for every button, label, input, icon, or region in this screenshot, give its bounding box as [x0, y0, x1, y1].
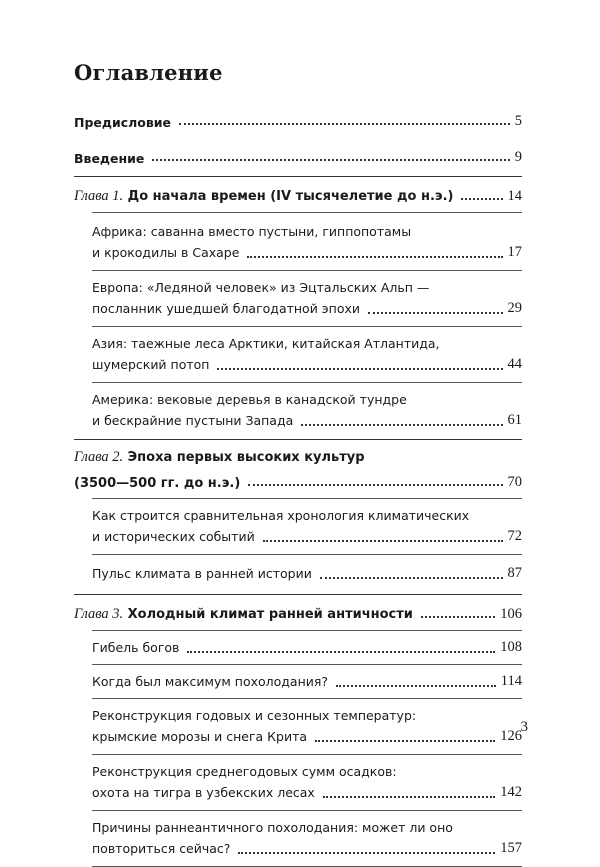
dot-leader [301, 424, 502, 426]
toc-entry-page: 44 [507, 356, 522, 372]
dot-leader [336, 685, 496, 687]
chapter-title: (3500—500 гг. до н.э.) [74, 476, 241, 491]
toc-entry-introduction[interactable] [74, 148, 522, 166]
section-title-line: и бескрайние пустыни Запада [92, 413, 294, 428]
toc-entry-page: 126 [500, 728, 522, 744]
toc-section[interactable] [92, 817, 522, 859]
dot-leader [315, 740, 495, 742]
toc-section[interactable] [92, 277, 522, 319]
separator-rule [92, 212, 522, 213]
chapter-number: Глава 1. [74, 188, 124, 204]
separator-rule [92, 554, 522, 555]
dot-leader [368, 312, 502, 314]
separator-rule [92, 498, 522, 499]
toc-entry-page: 14 [507, 188, 522, 204]
dot-leader [421, 616, 495, 618]
section-title-line: Европа: «Ледяной человек» из Эцтальских Альп — [92, 280, 430, 295]
toc-section[interactable] [92, 705, 522, 747]
toc-section[interactable] [92, 221, 522, 263]
toc-entry-page: 108 [500, 639, 522, 655]
dot-leader [320, 577, 503, 579]
dot-leader [323, 796, 495, 798]
page-number: 3 [520, 719, 528, 735]
toc-entry-page: 70 [507, 474, 522, 490]
toc-entry-page: 17 [507, 244, 522, 260]
section-title-line: шумерский потоп [92, 357, 210, 372]
toc-entry-page: 106 [500, 606, 522, 622]
chapter-title: Эпоха первых высоких культур [127, 450, 365, 465]
toc-entry-page: 114 [500, 673, 522, 689]
separator-rule [92, 664, 522, 665]
separator-rule [74, 439, 522, 440]
toc-chapter-2[interactable] [74, 446, 522, 491]
dot-leader [187, 651, 495, 653]
toc-entry-title: Введение [74, 151, 145, 166]
separator-rule [92, 810, 522, 811]
separator-rule [74, 176, 522, 177]
section-title-line: Азия: таежные леса Арктики, китайская Атлантида, [92, 336, 440, 351]
toc-section[interactable] [92, 389, 522, 431]
toc-entry-page: 9 [514, 149, 522, 165]
section-title-line: крымские морозы и снега Крита [92, 729, 308, 744]
section-title-line: Америка: вековые деревья в канадской тундре [92, 392, 407, 407]
separator-rule [92, 630, 522, 631]
dot-leader [217, 368, 502, 370]
toc-section[interactable] [92, 671, 522, 692]
toc-entry-preface[interactable] [74, 112, 522, 130]
dot-leader [461, 198, 502, 200]
toc-section[interactable] [92, 761, 522, 803]
dot-leader [247, 256, 502, 258]
section-title-line: Реконструкция среднегодовых сумм осадков: [92, 764, 397, 779]
section-title-line: Причины раннеантичного похолодания: может ли оно [92, 820, 453, 835]
toc-chapter-3[interactable] [74, 601, 522, 623]
toc-section[interactable] [92, 637, 522, 658]
dot-leader [179, 123, 510, 125]
dot-leader [263, 540, 503, 542]
section-title-line: Реконструкция годовых и сезонных температур: [92, 708, 417, 723]
separator-rule [92, 754, 522, 755]
separator-rule [92, 326, 522, 327]
section-title-line: повториться сейчас? [92, 841, 231, 856]
chapter-title: Холодный климат ранней античности [127, 607, 413, 622]
toc-entry-page: 29 [507, 300, 522, 316]
separator-rule [74, 594, 522, 595]
separator-rule [92, 382, 522, 383]
toc-section[interactable] [92, 505, 522, 547]
section-title-line: Когда был максимум похолодания? [92, 674, 329, 689]
section-title-line: и крокодилы в Сахаре [92, 245, 240, 260]
page-title: Оглавление [74, 60, 223, 85]
section-title-line: Как строится сравнительная хронология климатических [92, 508, 470, 523]
toc-chapter-1[interactable] [74, 183, 522, 205]
section-title-line: Пульс климата в ранней истории [92, 566, 312, 581]
table-of-contents [74, 108, 522, 867]
toc-entry-title: Предисловие [74, 115, 172, 130]
toc-entry-page: 87 [507, 565, 522, 581]
toc-section[interactable] [92, 563, 522, 584]
section-title-line: охота на тигра в узбекских лесах [92, 785, 315, 800]
chapter-number: Глава 3. [74, 606, 124, 622]
section-title-line: и исторических событий [92, 529, 255, 544]
chapter-title: До начала времен (IV тысячелетие до н.э.) [127, 189, 454, 204]
chapter-number: Глава 2. [74, 449, 124, 465]
dot-leader [152, 159, 509, 161]
toc-entry-page: 142 [500, 784, 522, 800]
toc-entry-page: 157 [500, 840, 522, 856]
section-title-line: Африка: саванна вместо пустыни, гиппопотамы [92, 224, 412, 239]
toc-section[interactable] [92, 333, 522, 375]
toc-entry-page: 72 [507, 528, 522, 544]
section-title-line: Гибель богов [92, 640, 180, 655]
toc-entry-page: 61 [507, 412, 522, 428]
toc-entry-page: 5 [514, 113, 522, 129]
dot-leader [248, 484, 502, 486]
separator-rule [92, 698, 522, 699]
separator-rule [92, 270, 522, 271]
section-title-line: посланник ушедшей благодатной эпохи [92, 301, 361, 316]
dot-leader [238, 852, 495, 854]
